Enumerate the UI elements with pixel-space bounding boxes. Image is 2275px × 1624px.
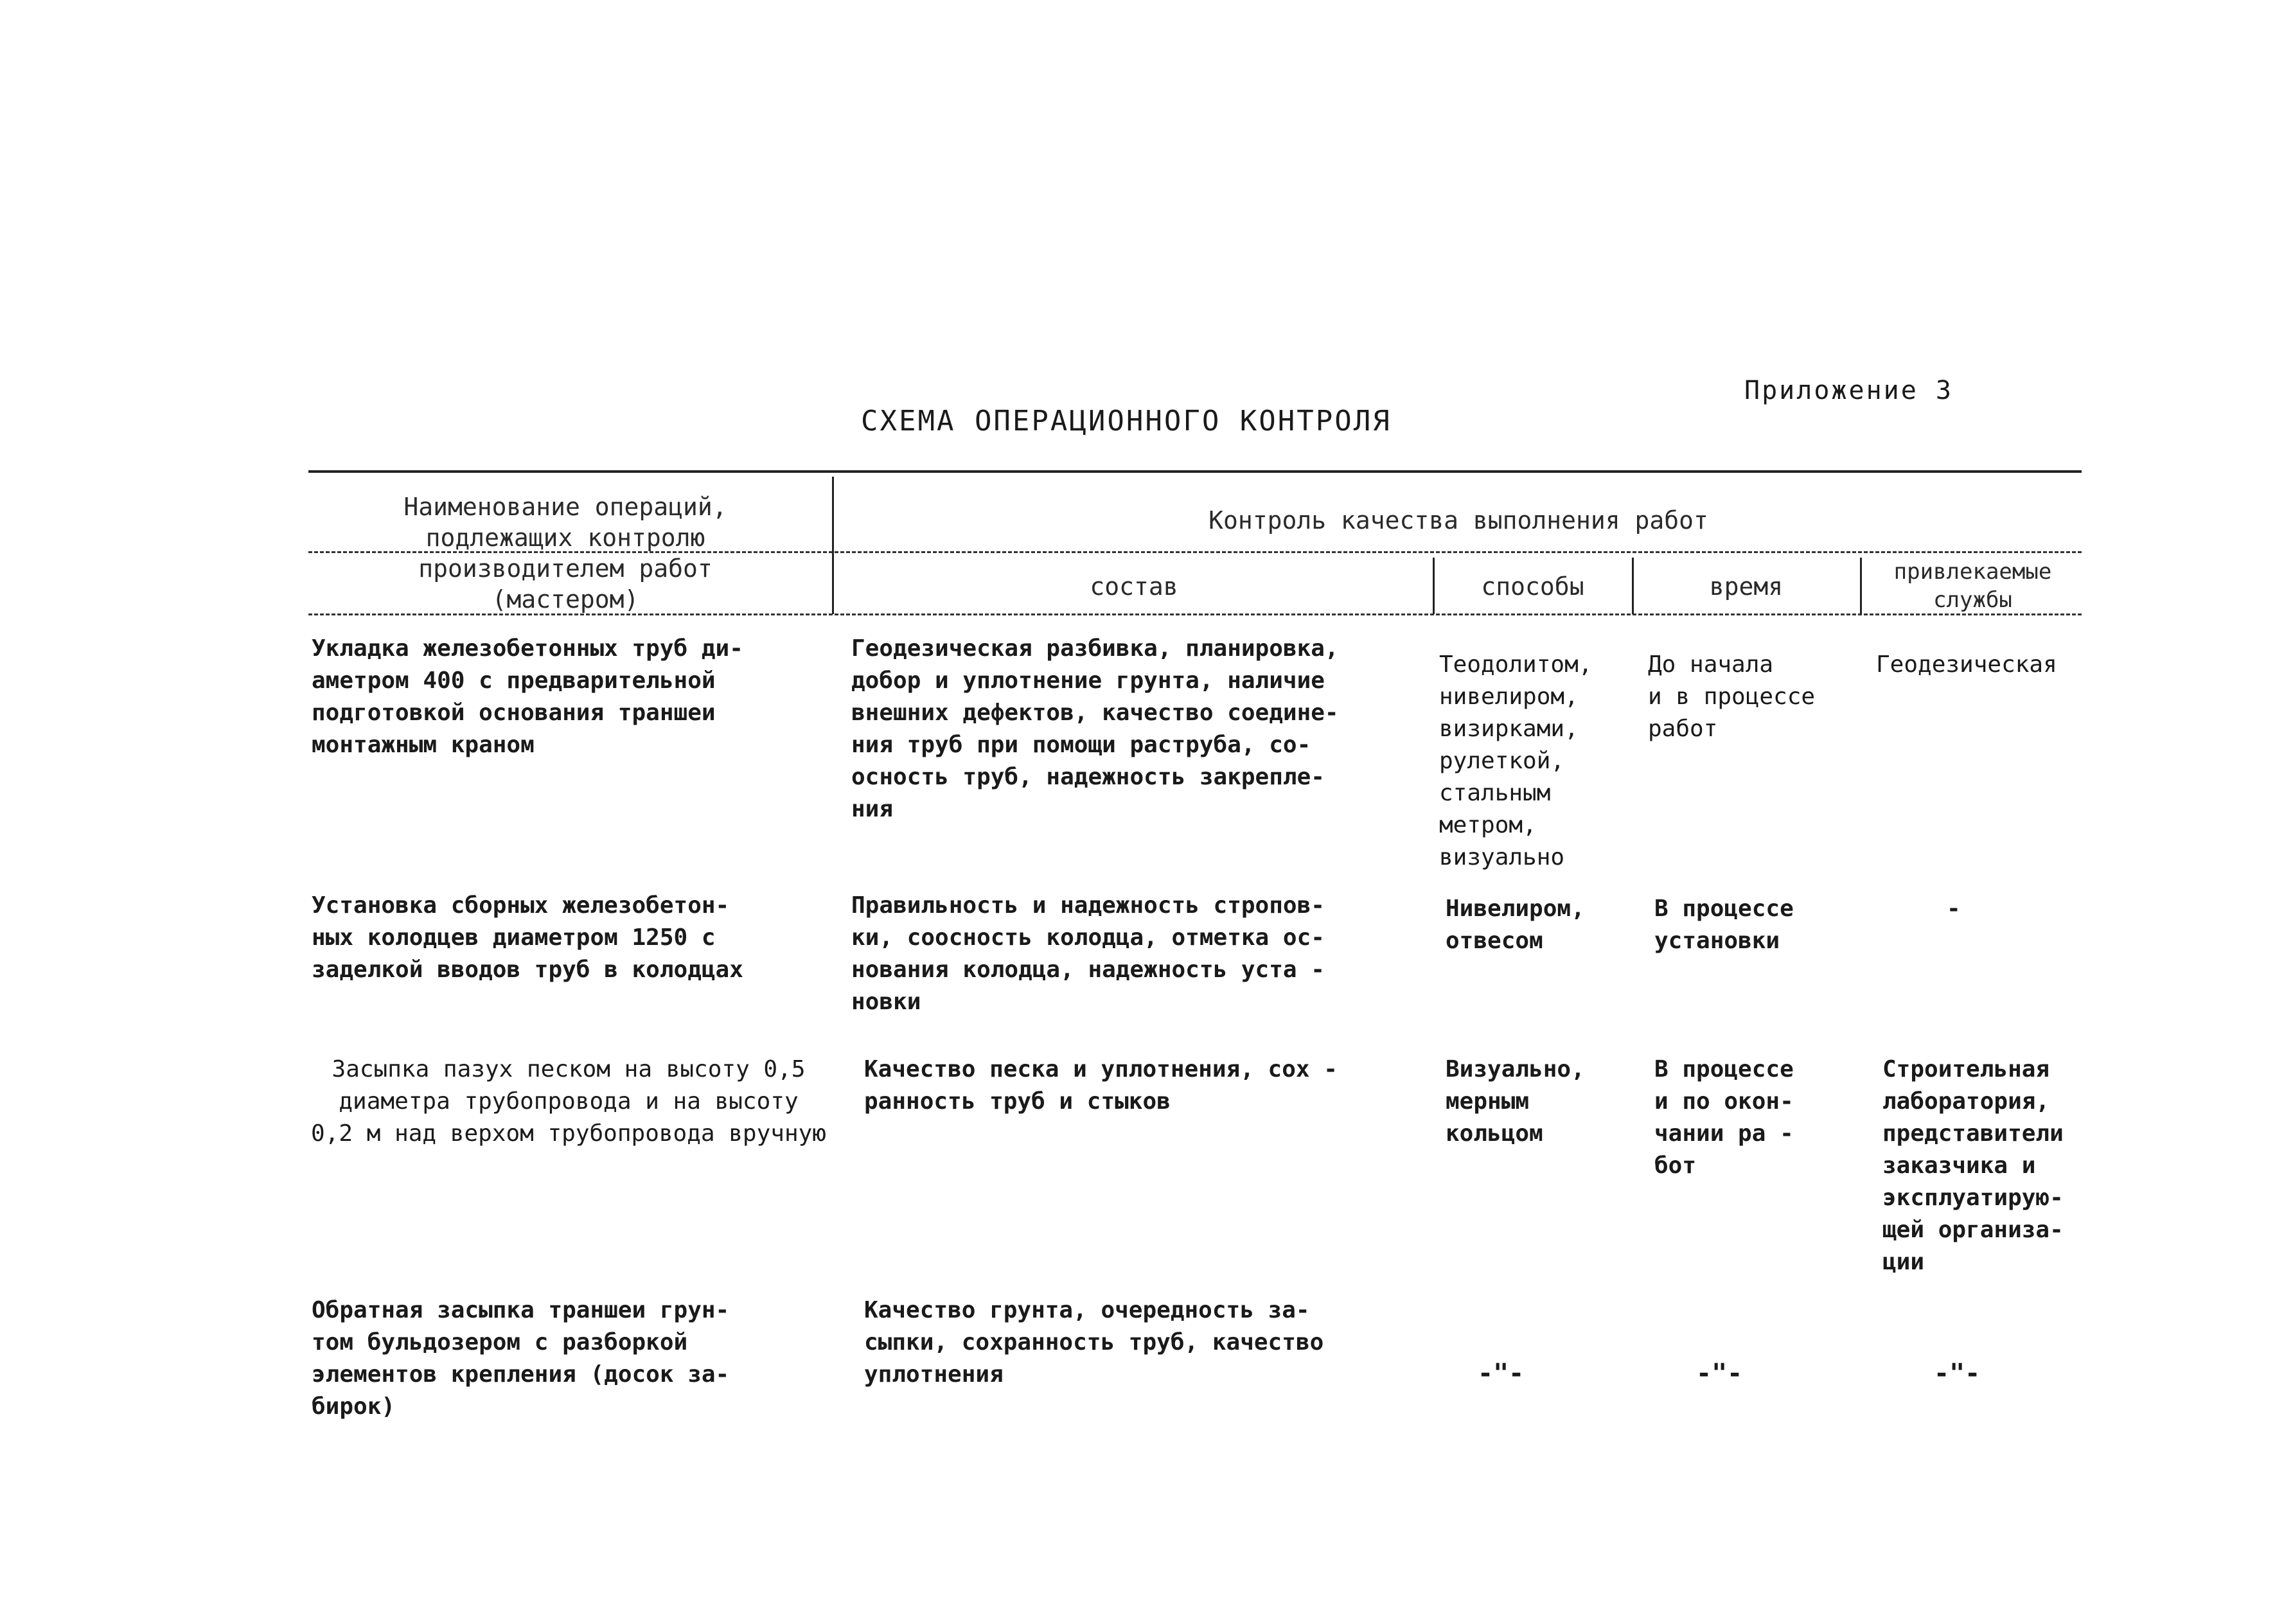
header-composition: состав [1090, 572, 1178, 601]
appendix-label: Приложение 3 [1744, 376, 1953, 405]
row3-services: Строительная лаборатория, представители заказчика и эксплуатирую- щей организа- ции [1882, 1056, 2064, 1275]
row2-services: - [1947, 896, 1961, 922]
table-top-rule [308, 470, 2082, 473]
header-time: время [1709, 572, 1784, 601]
row2-operation: Установка сборных железобетон- ных колодцев диаметром 1250 с заделкой вводов труб в колодцах [312, 892, 743, 983]
row3-time: В процессе и по окон- чании ра - бот [1654, 1056, 1794, 1179]
row3-composition: Качество песка и уплотнения, сох - ранность труб и стыков [864, 1056, 1338, 1115]
row3-methods: Визуально, мерным кольцом [1446, 1056, 1585, 1147]
row2-composition: Правильность и надежность стропов- ки, соосность колодца, отметка ос- нования колодца, надежность уста - новки [851, 892, 1325, 1015]
row4-composition: Качество грунта, очередность за- сыпки, сохранность труб, качество уплотнения [864, 1297, 1324, 1388]
header-operation: Наименование операций, подлежащих контролю производителем работ (мастером) [403, 493, 727, 613]
row2-methods: Нивелиром, отвесом [1446, 896, 1585, 954]
header-methods: способы [1481, 572, 1584, 601]
row4-time: -"- [1696, 1359, 1743, 1388]
header-quality-control: Контроль качества выполнения работ [1208, 506, 1708, 534]
row1-services: Геодезическая [1876, 651, 2057, 678]
row1-methods: Теодолитом, нивелиром, визирками, рулеткой, стальным метром, визуально [1439, 651, 1593, 870]
row2-time: В процессе установки [1654, 896, 1794, 954]
row4-operation: Обратная засыпка траншеи грун- том бульдозером с разборкой элементов крепления (досок за- бирок) [312, 1297, 730, 1420]
header-divider-1 [832, 477, 834, 614]
row4-services: -"- [1934, 1359, 1981, 1388]
row1-time: До начала и в процессе работ [1648, 651, 1816, 742]
header-services: привлекаемые службы [1893, 559, 2052, 613]
row4-methods: -"- [1478, 1359, 1525, 1388]
document-title: СХЕМА ОПЕРАЦИОННОГО КОНТРОЛЯ [861, 405, 1392, 437]
row1-operation: Укладка железобетонных труб ди- аметром 400 с предварительной подготовкой основания траншеи монтажным краном [312, 635, 743, 758]
row1-composition: Геодезическая разбивка, планировка, добор и уплотнение грунта, наличие внешних дефектов, качество соедине- ния труб при помощи раструба, со- осность труб, надежность закрепле- ния [851, 635, 1339, 822]
row3-operation: Засыпка пазух песком на высоту 0,5 диаметра трубопровода и на высоту 0,2 м над верхом трубопровода вручную [311, 1056, 826, 1147]
